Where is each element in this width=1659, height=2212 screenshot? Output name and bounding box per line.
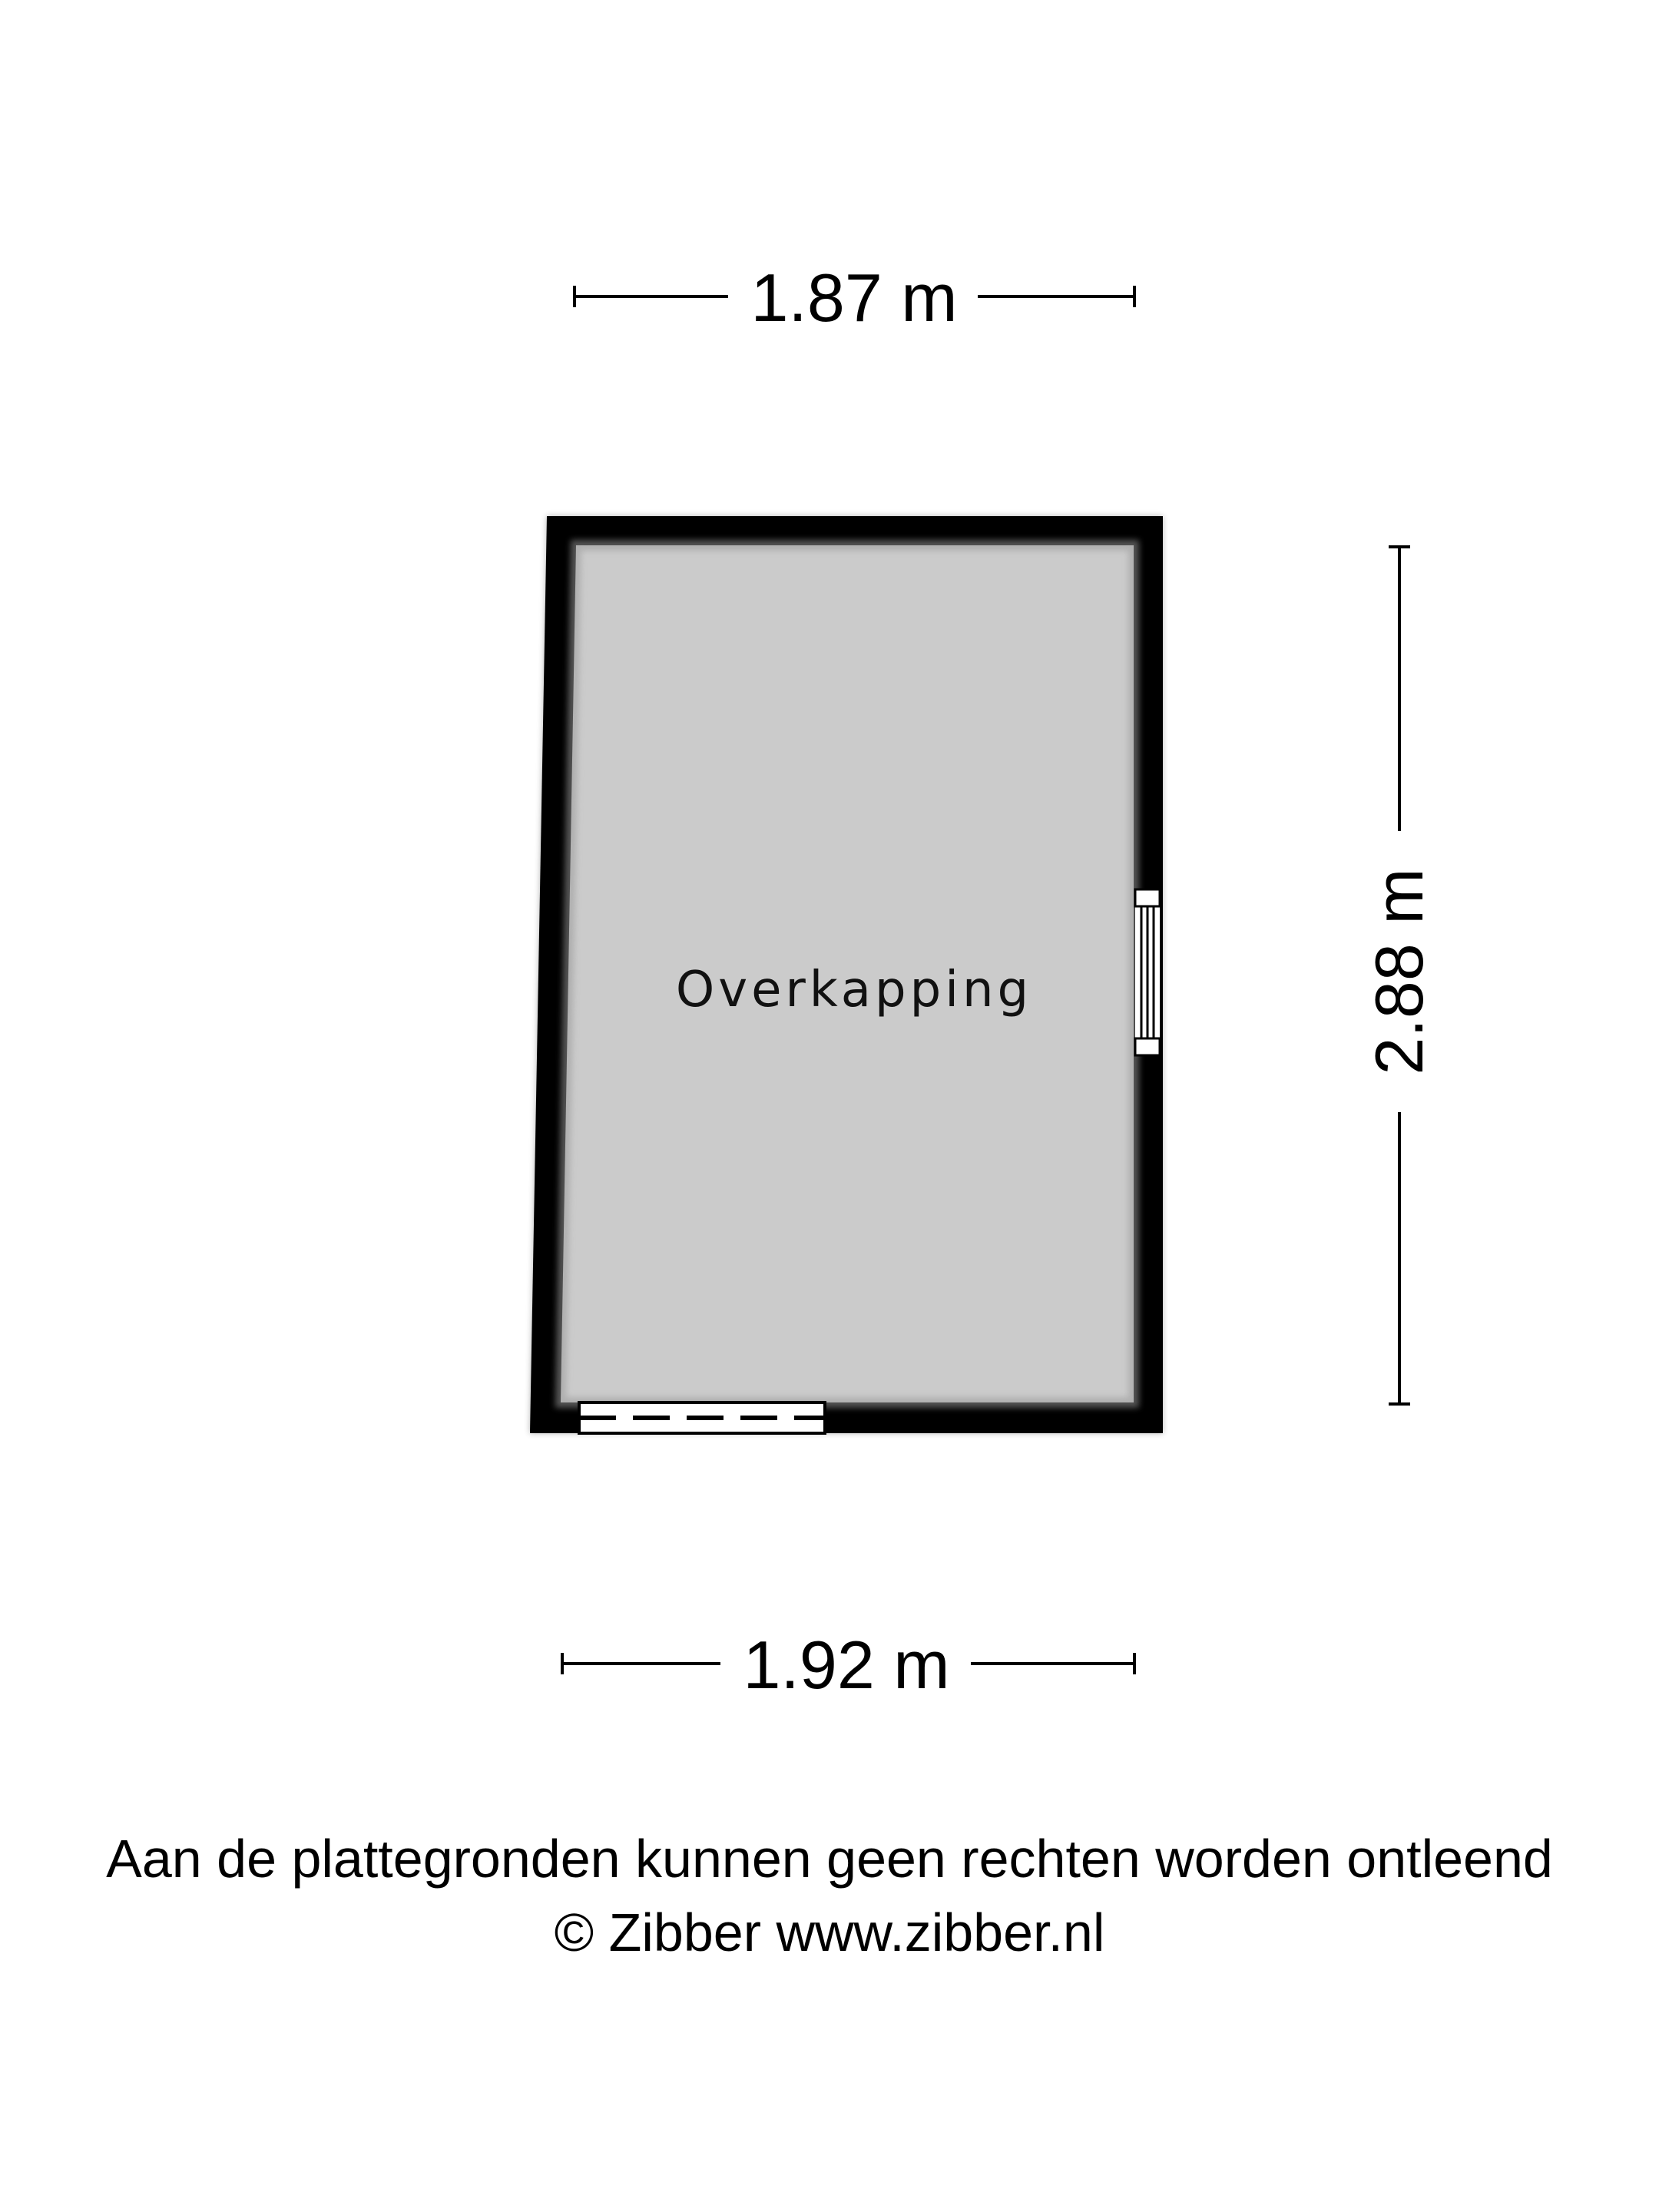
bottom-width-label: 1.92 m	[743, 1627, 950, 1703]
room-overkapping	[530, 516, 1163, 1433]
disclaimer-text: Aan de plattegronden kunnen geen rechten worden ontleend	[106, 1829, 1553, 1889]
copyright-text: © Zibber www.zibber.nl	[554, 1902, 1105, 1962]
bottom-dimension	[562, 1627, 1134, 1703]
door-opening-bottom	[579, 1402, 825, 1433]
top-dimension	[575, 260, 1134, 336]
top-width-label: 1.87 m	[750, 260, 958, 336]
right-height-label: 2.88 m	[1361, 868, 1437, 1075]
window-right	[1135, 889, 1160, 1055]
right-dimension	[1361, 547, 1437, 1404]
room-label: Overkapping	[675, 962, 1033, 1018]
